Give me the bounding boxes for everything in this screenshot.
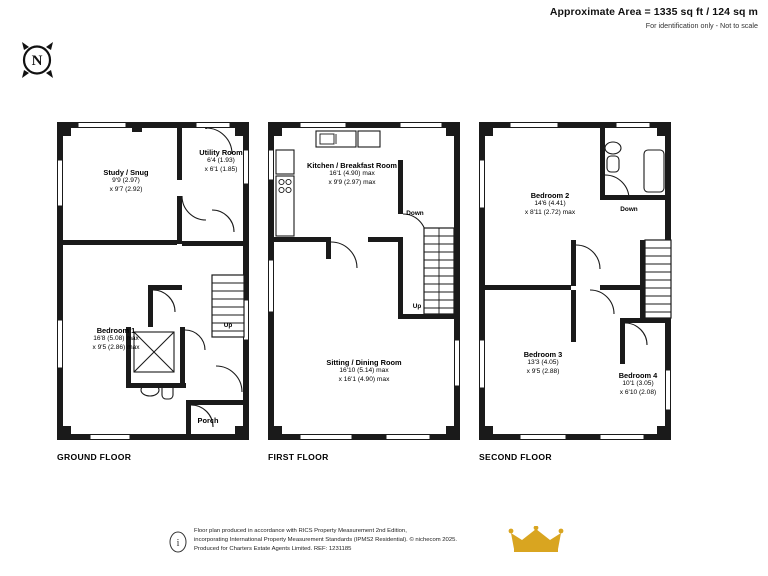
svg-text:i: i [176, 538, 180, 549]
footer-line-1: Floor plan produced in accordance with RICS Property Measurement 2nd Edition, [194, 528, 407, 534]
room-dimension-1: 14'6 (4.41) [534, 200, 566, 208]
room-dimension-2: x 9'7 (2.92) [109, 185, 143, 193]
room-name: Porch [197, 416, 219, 425]
first-stairs [424, 228, 454, 314]
room-label-sitting-dining [296, 358, 432, 384]
room-label-utility [184, 148, 258, 174]
room-dimension-2: x 16'1 (4.90) max [338, 375, 390, 383]
room-name: Bedroom 4 [618, 371, 658, 380]
room-label-study [78, 168, 174, 194]
second-stairs [645, 240, 671, 318]
room-dimension-1: 10'1 (3.05) [622, 380, 654, 388]
room-dimension-1: 13'3 (4.05) [527, 359, 559, 367]
room-dimension-2: x 6'10 (2.08) [619, 388, 657, 396]
approximate-area-text: Approximate Area = 1335 sq ft / 124 sq m [549, 6, 758, 18]
room-label-bedroom-3 [497, 350, 589, 376]
room-dimension-2: x 8'11 (2.72) max [524, 208, 576, 216]
room-name: Sitting / Dining Room [326, 358, 402, 367]
room-name: Study / Snug [103, 168, 149, 177]
room-label-bedroom-2 [495, 191, 605, 217]
footer-line-2: incorporating International Property Measurement Standards (IPMS2 Residential). © nichecom 2025. [194, 537, 458, 544]
room-name: Utility Room [199, 148, 243, 157]
stair-label-down-first: Down [406, 210, 424, 217]
crown-logo [508, 526, 564, 554]
svg-text:N: N [31, 53, 43, 69]
room-label-kitchen [290, 161, 414, 187]
floor-caption-ground: GROUND FLOOR [57, 452, 132, 462]
room-dimension-2: x 9'9 (2.97) max [328, 178, 376, 186]
floor-caption-second: SECOND FLOOR [479, 452, 552, 462]
room-dimension-2: x 6'1 (1.85) [204, 165, 238, 173]
room-dimension-1: 16'1 (4.90) max [329, 170, 375, 178]
disclaimer-text: For identification only - Not to scale [645, 21, 758, 30]
room-dimension-2: x 9'5 (2.88) [526, 367, 560, 375]
room-dimension-2: x 9'5 (2.86) max [92, 343, 140, 351]
room-dimension-1: 6'4 (1.93) [207, 157, 235, 165]
stair-label-up-first: Up [412, 303, 422, 310]
room-name: Bedroom 1 [96, 326, 136, 335]
room-name: Kitchen / Breakfast Room [307, 161, 397, 170]
room-dimension-1: 16'8 (5.08) max [93, 335, 139, 343]
room-dimension-1: 16'10 (5.14) max [339, 367, 389, 375]
room-label-porch [188, 416, 228, 425]
room-dimension-1: 9'9 (2.97) [112, 177, 140, 185]
room-name: Bedroom 3 [523, 350, 563, 359]
room-name: Bedroom 2 [530, 191, 570, 200]
footer-line-3: Produced for Charters Estate Agents Limited. REF: 1231185 [194, 546, 352, 553]
room-label-bedroom-4 [597, 371, 679, 397]
floor-caption-first: FIRST FLOOR [268, 452, 329, 462]
stair-label-down-second: Down [620, 206, 638, 213]
room-label-bedroom-1 [60, 326, 172, 352]
stair-label-up-ground: Up [223, 322, 233, 329]
